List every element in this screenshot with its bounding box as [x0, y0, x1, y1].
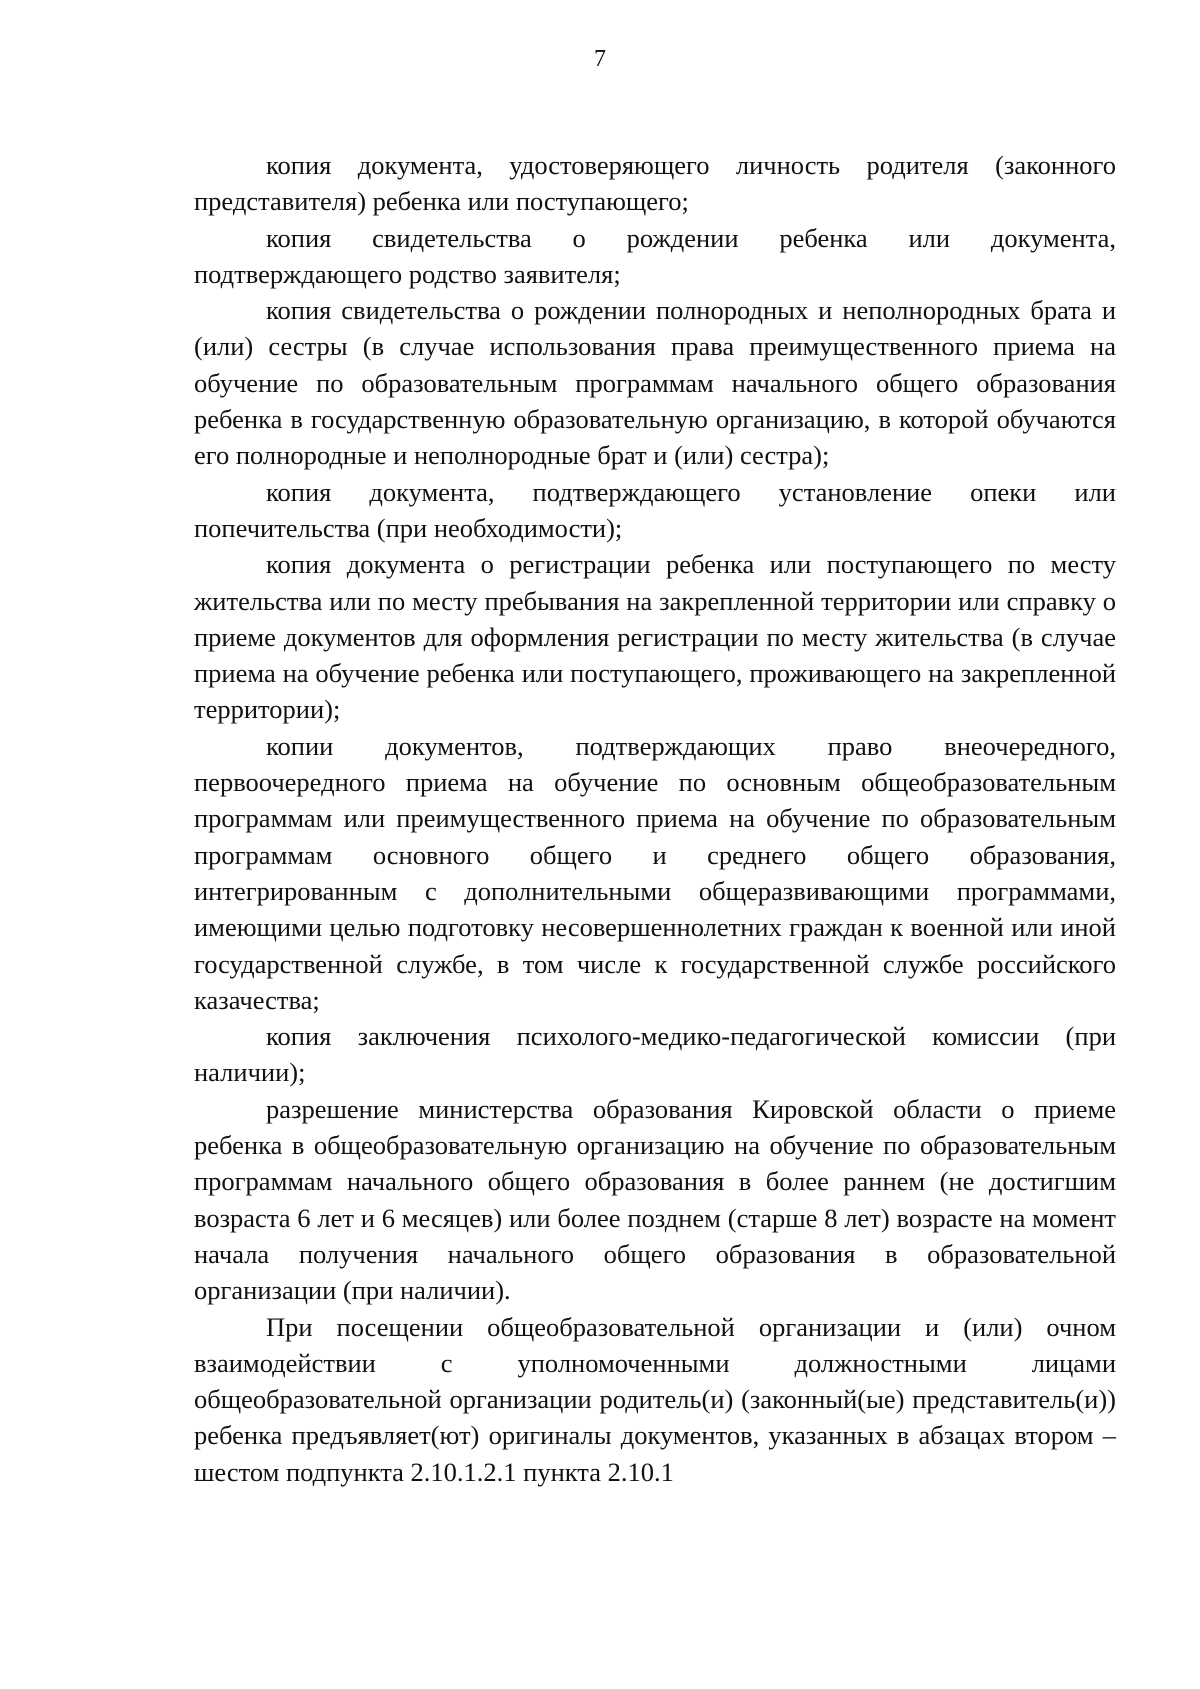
paragraph-birth-certificate-copy: копия свидетельства о рождении ребенка или документа, подтверждающего родство заявителя;: [194, 222, 1116, 289]
paragraph-registration-copy: копия документа о регистрации ребенка или поступающего по месту жительства или по месту пребывания на закрепленной территории или справку о приеме документов для оформления регистрации по месту жительства (в случае приема на обучение ребенка или поступающего, проживающего на закрепленной территории);: [194, 549, 1116, 725]
paragraph-ministry-permission: разрешение министерства образования Кировской области о приеме ребенка в общеобразовательную организацию на обучение по образовательным программам начального общего образования в более раннем (не достигшим возраста 6 лет и 6 месяцев) или более позднем (старше 8 лет) возрасте на момент начала получения начального общего образования в образовательной организации (при наличии).: [194, 1093, 1116, 1306]
paragraph-sibling-birth-certificate-copy: копия свидетельства о рождении полнородных и неполнородных брата и (или) сестры (в случае использования права преимущественного приема на обучение по образовательным программам начального общего образования ребенка в государственную образовательную организацию, в которой обучаются его полнородные и неполнородные брат и (или) сестра);: [194, 295, 1116, 471]
paragraph-parent-id-copy: копия документа, удостоверяющего личность родителя (законного представителя) ребенка или поступающего;: [194, 150, 1116, 217]
document-body: [194, 147, 1116, 1490]
page-number: 7: [594, 46, 606, 72]
paragraph-commission-conclusion-copy: копия заключения психолого-медико-педагогической комиссии (при наличии);: [194, 1021, 1116, 1088]
paragraph-priority-admission-documents: копии документов, подтверждающих право внеочередного, первоочередного приема на обучение по основным общеобразовательным программам или преимущественного приема на обучение по образовательным программам основного общего и среднего общего образования, интегрированным с дополнительными общеразвивающими программами, имеющими целью подготовку несовершеннолетних граждан к военной или иной государственной службе, в том числе к государственной службе российского казачества;: [194, 730, 1116, 1015]
paragraph-original-documents: При посещении общеобразовательной организации и (или) очном взаимодействии с уполномоченными должностными лицами общеобразовательной организации родитель(и) (законный(ые) представитель(и)) ребенка предъявляет(ют) оригиналы документов, указанных в абзацах втором – шестом подпункта 2.10.1.2.1 пункта 2.10.1: [194, 1311, 1116, 1487]
paragraph-guardianship-copy: копия документа, подтверждающего установление опеки или попечительства (при необходимости);: [194, 476, 1116, 543]
